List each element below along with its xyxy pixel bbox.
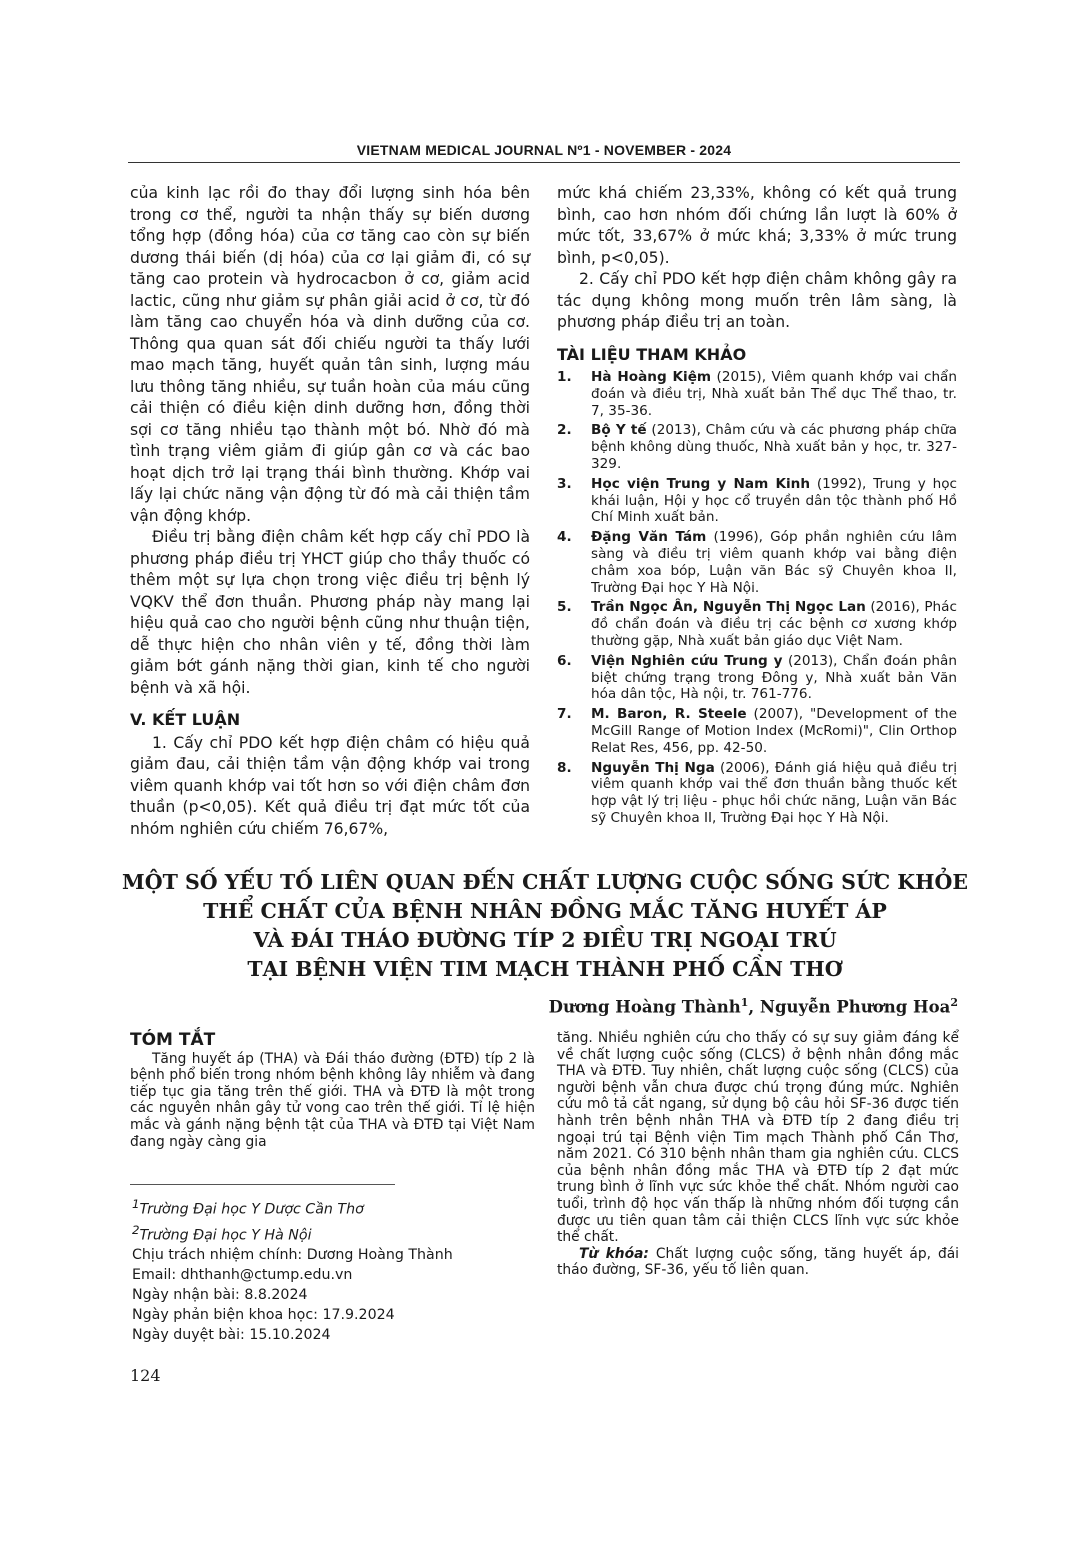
affiliation-mark: 1: [132, 1197, 140, 1211]
reference-item: [557, 529, 957, 596]
left-column: [130, 183, 530, 840]
author-name: Dương Hoàng Thành: [548, 997, 741, 1017]
conclusion-paragraph: 2. Cấy chỉ PDO kết hợp điện châm không gây ra tác dụng không mong muốn trên lâm sàng, là phương pháp điều trị an toàn.: [557, 270, 957, 331]
reference-item: [557, 369, 957, 419]
section-heading-conclusion: V. KẾT LUẬN: [130, 710, 241, 729]
reference-number: 8.: [557, 759, 572, 776]
reference-number: 1.: [557, 369, 572, 385]
reference-number: 3.: [557, 475, 572, 492]
reference-number: 6.: [557, 652, 572, 669]
title-line: TẠI BỆNH VIỆN TIM MẠCH THÀNH PHỐ CẦN THƠ: [247, 957, 843, 981]
conclusion-paragraph: 1. Cấy chỉ PDO kết hợp điện châm có hiệu quả giảm đau, cải thiện tầm vận động khớp vai trong viêm quanh khớp vai tốt hơn so với điện châm đơn thuần (p<0,05). Kết quả điều trị đạt mức tốt của nhóm nghiên cứu chiếm 76,67%,: [130, 733, 530, 838]
reference-item: [557, 476, 957, 526]
conclusion-continued: mức khá chiếm 23,33%, không có kết quả trung bình, cao hơn nhóm đối chứng lần lượt là 60% ở mức tốt, 33,67% ở mức khá; 3,33% ở mức trung bình, p<0,05).: [557, 184, 957, 267]
abstract-right: [557, 1030, 959, 1279]
email: Email: dhthanh@ctump.edu.vn: [132, 1267, 353, 1284]
reference-text: (1996), Góp phần nghiên cứu lâm sàng và điều trị viêm quanh khớp vai bằng điện châm xoa bóp, Luận văn Bác sỹ Chuyên khoa II, Trường Đại học Y Hà Nội.: [591, 529, 957, 596]
header-rule: [128, 162, 960, 163]
keywords-label: Từ khóa:: [579, 1245, 649, 1262]
journal-header: VIETNAM MEDICAL JOURNAL Nº1 - NOVEMBER - 2024: [356, 142, 732, 158]
reference-text: (1992), Trung y học khái luận, Hội y học cổ truyền dân tộc thành phố Hồ Chí Minh xuất bản.: [591, 475, 957, 526]
abstract-text: Tăng huyết áp (THA) và Đái tháo đường (ĐTĐ) típ 2 là bệnh phổ biến trong nhóm bệnh không lây nhiễm và đang tiếp tục gia tăng trên thế giới. THA và ĐTĐ là một trong các nguyên nhân gây tử vong cao trên thế giới. Tỉ lệ hiện mắc và gánh nặng bệnh tật của THA và ĐTĐ tại Việt Nam đang ngày càng gia: [130, 1050, 535, 1150]
title-line: THỂ CHẤT CỦA BỆNH NHÂN ĐỒNG MẮC TĂNG HUYẾT ÁP: [203, 899, 887, 923]
date-reviewed: Ngày phản biện khoa học: 17.9.2024: [132, 1307, 395, 1324]
references-list: [557, 369, 957, 827]
author-separator: ,: [748, 997, 760, 1017]
author-affiliation-mark: 2: [950, 996, 958, 1009]
reference-text: (2006), Đánh giá hiệu quả điều trị viêm quanh khớp vai thể đơn thuần bằng thuốc kết hợp vật lý trị liệu - phục hồi chức năng, Luận văn Bác sỹ Chuyên khoa II, Trường Đại học Y Hà Nội.: [591, 759, 957, 826]
reference-text: (2013), Châm cứu và các phương pháp chữa bệnh không dùng thuốc, Nhà xuất bản y học, tr. 327-329.: [591, 422, 957, 472]
affiliation: [132, 1220, 532, 1246]
date-received: Ngày nhận bài: 8.8.2024: [132, 1287, 308, 1304]
reference-author: Đặng Văn Tám: [591, 529, 707, 546]
references-heading: TÀI LIỆU THAM KHẢO: [557, 344, 747, 364]
abstract-left: [130, 1032, 535, 1150]
reference-item: [557, 653, 957, 703]
keywords: [557, 1246, 959, 1279]
footnote-rule: [130, 1184, 395, 1185]
reference-author: Viện Nghiên cứu Trung y: [591, 652, 783, 669]
reference-author: M. Baron, R. Steele: [591, 706, 747, 723]
reference-text: (2013), Chẩn đoán phân biệt chứng trạng trong Đông y, Nhà xuất bản Văn hóa dân tộc, Hà nội, tr. 761-776.: [591, 652, 957, 703]
reference-number: 2.: [557, 422, 572, 439]
page-number: 124: [130, 1366, 161, 1385]
body-paragraph: của kinh lạc rồi đo thay đổi lượng sinh hóa bên trong cơ thể, người ta nhận thấy sự biến dương tổng hợp (đồng hóa) của cơ tăng cao còn sự biến dương thái biến (dị hóa) của cơ lại giảm đi, có sự tăng cao protein và hydrocacbon ở cơ, giảm acid lactic, cũng như giảm sự phân giải acid ở cơ, từ đó làm tăng cao chuyển hóa và dinh dưỡng của cơ. Thông qua quan sát đối chiếu người ta thấy lưới mao mạch tăng, huyết quản tân sinh, lượng máu lưu thông tăng nhiều, sự tuần hoàn của máu cũng cải thiện có điều kiện dinh dưỡng hơn, đồng thời sợi cơ tăng nhiều tạo thành một bó. Nhờ đó mà tình trạng viêm giảm đi giúp gân cơ và các bao hoạt dịch trở lại trạng thái bình thường. Khớp vai lấy lại chức năng vận động từ đó mà cải thiện tầm vận động khớp.: [130, 184, 530, 525]
footnotes: [132, 1194, 532, 1345]
author-affiliation-mark: 1: [740, 996, 749, 1009]
reference-number: 4.: [557, 529, 572, 546]
reference-item: [557, 760, 957, 827]
title-line: MỘT SỐ YẾU TỐ LIÊN QUAN ĐẾN CHẤT LƯỢNG CUỘC SỐNG SỨC KHỎE: [122, 870, 968, 894]
affiliation: [132, 1194, 532, 1220]
keywords-text: Chất lượng cuộc sống, tăng huyết áp, đái tháo đường, SF-36, yếu tố liên quan.: [557, 1245, 959, 1279]
reference-text: (2007), "Development of the McGill Range of Motion Index (McRomi)", Clin Orthop Relat Res, 456, pp. 42-50.: [591, 706, 957, 756]
affiliation-text: Trường Đại học Y Dược Cần Thơ: [139, 1201, 364, 1218]
abstract-text: tăng. Nhiều nghiên cứu cho thấy có sự suy giảm đáng kể về chất lượng cuộc sống (CLCS) ở bệnh nhân đồng mắc THA và ĐTĐ. Tuy nhiên, chất lượng cuộc sống (CLCS) của người bệnh vẫn chưa được chú trọng đúng mức. Nghiên cứu mô tả cắt ngang, sử dụng bộ câu hỏi SF-36 được tiến hành trên bệnh nhân THA và ĐTĐ típ 2 đang điều trị ngoại trú tại Bệnh viện Tim mạch Thành phố Cần Thơ, năm 2021. Có 310 bệnh nhân tham gia nghiên cứu. CLCS của bệnh nhân đồng mắc THA và ĐTĐ típ 2 đạt mức trung bình ở lĩnh vực sức khỏe thể chất. Nhóm người cao tuổi, trình độ học vấn thấp là những nhóm đối tượng cần được ưu tiên quan tâm cải thiện CLCS lĩnh vực sức khỏe thể chất.: [557, 1030, 959, 1246]
reference-number: 7.: [557, 706, 572, 723]
article-authors: [549, 996, 958, 1017]
abstract-heading: TÓM TẮT: [130, 1030, 216, 1050]
article-title: [120, 868, 970, 984]
body-paragraph: Điều trị bằng điện châm kết hợp cấy chỉ PDO là phương pháp điều trị YHCT giúp cho thầy thuốc có thêm một sự lựa chọn trong việc điều trị bệnh lý VQKV thể đơn thuần. Phương pháp này mang lại hiệu quả cao cho người bệnh cũng như thuận tiện, dễ thực hiện cho nhân viên y tế, đồng thời làm giảm bớt gánh nặng thời gian, kinh tế cho người bệnh và xã hội.: [130, 528, 530, 697]
reference-number: 5.: [557, 599, 572, 616]
right-column: [557, 183, 957, 830]
affiliation-text: Trường Đại học Y Hà Nội: [139, 1227, 312, 1244]
corresponding-author: Chịu trách nhiệm chính: Dương Hoàng Thành: [132, 1247, 453, 1264]
reference-item: [557, 422, 957, 472]
reference-text: (2015), Viêm quanh khớp vai chẩn đoán và điều trị, Nhà xuất bản Thể dục Thể thao, tr. 7, 35-36.: [591, 369, 958, 419]
reference-author: Nguyễn Thị Nga: [591, 759, 715, 776]
reference-item: [557, 706, 957, 756]
reference-author: Học viện Trung y Nam Kinh: [591, 475, 811, 492]
affiliation-mark: 2: [132, 1222, 140, 1237]
reference-author: Hà Hoàng Kiệm: [591, 369, 712, 385]
reference-author: Trần Ngọc Ân, Nguyễn Thị Ngọc Lan: [591, 599, 866, 616]
reference-author: Bộ Y tế: [591, 422, 647, 439]
reference-item: [557, 599, 957, 649]
date-accepted: Ngày duyệt bài: 15.10.2024: [132, 1327, 331, 1344]
author-name: Nguyễn Phương Hoa: [759, 997, 951, 1017]
title-line: VÀ ĐÁI THÁO ĐƯỜNG TÍP 2 ĐIỀU TRỊ NGOẠI TRÚ: [253, 928, 837, 952]
reference-text: (2016), Phác đồ chẩn đoán và điều trị các bệnh cơ xương khớp thường gặp, Nhà xuất bản giáo dục Việt Nam.: [591, 599, 957, 649]
